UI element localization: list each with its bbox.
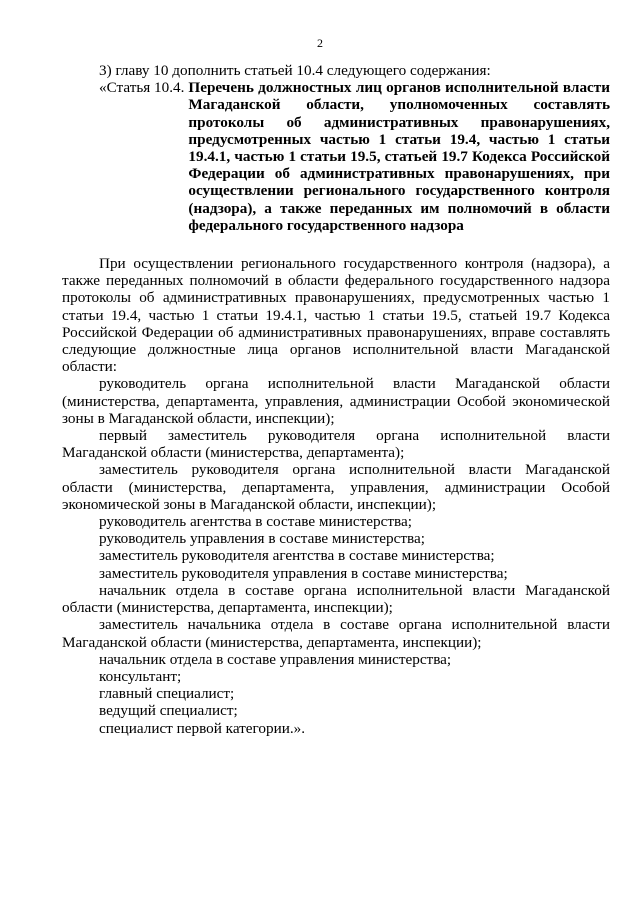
official-list-item: ведущий специалист; bbox=[99, 702, 238, 720]
official-list-item: главный специалист; bbox=[99, 685, 235, 703]
official-list-item: начальник отдела в составе органа исполнительной власти Магаданской области (министерства, департамента, инспекции); bbox=[62, 581, 610, 617]
official-list-item: заместитель руководителя органа исполнительной власти Магаданской области (министерства, департамента, управления, администрации Особой экономической зоны в Магаданской области, инспекции); bbox=[62, 461, 610, 513]
main-paragraph: При осуществлении регионального государственного контроля (надзора), а также переданных полномочий в области федерального государственного надзора протоколы об административных правонарушениях, предусмотренных частью 1 статьи 19.4, частью 1 статьи 19.4.1, частью 1 статьи 19.5, статьей 19.7 Кодекса Российской Федерации об административных правонарушениях, вправе составлять следующие должностные лица органов исполнительной власти Магаданской области: bbox=[62, 255, 610, 376]
official-list-item: консультант; bbox=[99, 667, 182, 685]
official-list-item: заместитель руководителя агентства в составе министерства; bbox=[99, 547, 495, 565]
page-number: 2 bbox=[317, 36, 323, 50]
official-list-item: руководитель управления в составе министерства; bbox=[99, 530, 425, 548]
article-title: Перечень должностных лиц органов исполнительной власти Магаданской области, уполномоченных составлять протоколы об административных правонарушениях, предусмотренных частью 1 статьи 19.4, частью 1 статьи 19.4.1, частью 1 статьи 19.5, статьей 19.7 Кодекса Российской Федерации об административных правонарушениях, при осуществлении регионального государственного контроля (надзора), а также переданных им полномочий в области федерального государственного надзора bbox=[188, 79, 610, 234]
article-number: «Статья 10.4. bbox=[99, 79, 185, 97]
official-list-item: специалист первой категории.». bbox=[99, 719, 306, 737]
official-list-item: начальник отдела в составе управления министерства; bbox=[99, 650, 452, 668]
official-list-item: заместитель начальника отдела в составе органа исполнительной власти Магаданской области (министерства, департамента, инспекции); bbox=[62, 616, 610, 651]
official-list-item: первый заместитель руководителя органа исполнительной власти Магаданской области (министерства, департамента); bbox=[62, 427, 610, 462]
spacer bbox=[62, 234, 610, 255]
official-list-item: руководитель органа исполнительной власти Магаданской области (министерства, департамента, управления, администрации Особой экономической зоны в Магаданской области, инспекции); bbox=[62, 375, 610, 427]
official-list-item: руководитель агентства в составе министерства; bbox=[99, 513, 412, 531]
official-list-item: заместитель руководителя управления в составе министерства; bbox=[99, 564, 508, 582]
article-heading bbox=[62, 79, 610, 234]
amendment-intro: 3) главу 10 дополнить статьей 10.4 следующего содержания: bbox=[99, 62, 491, 79]
document-body bbox=[62, 62, 610, 737]
